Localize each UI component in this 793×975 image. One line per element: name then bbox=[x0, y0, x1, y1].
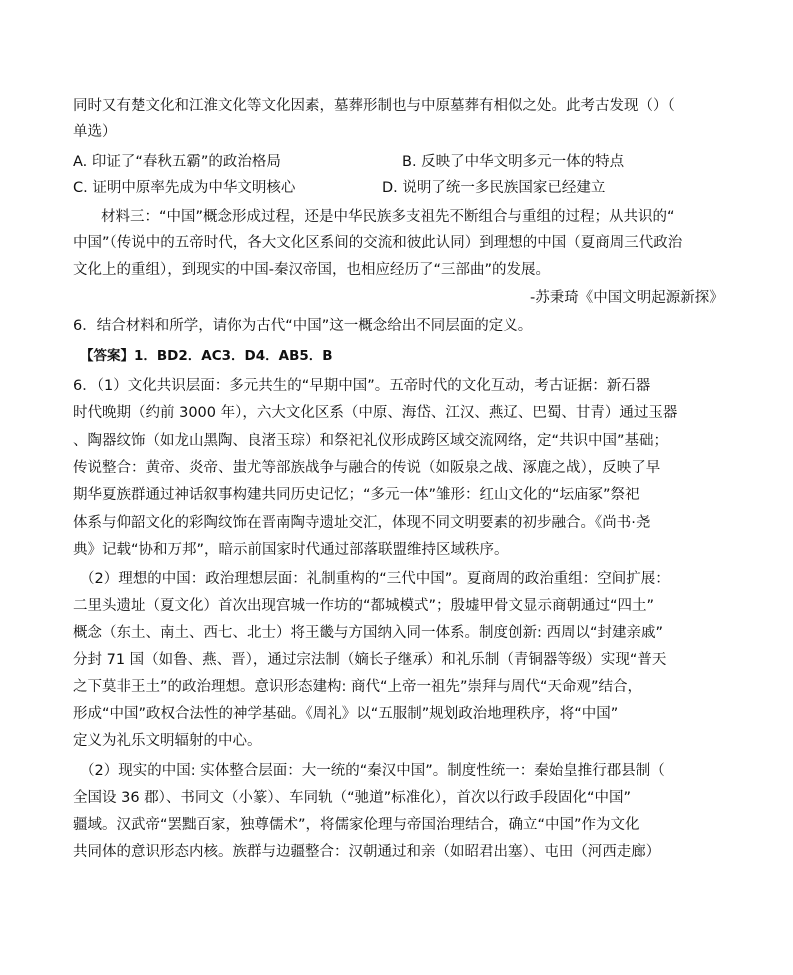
answer-6-p1-line-4: 传说整合：黄帝、炎帝、蚩尤等部族战争与融合的传说（如阪泉之战、涿鹿之战），反映了早 bbox=[73, 460, 661, 476]
answer-6-p3-line-4: 共同体的意识形态内核。族群与边疆整合：汉朝通过和亲（如昭君出塞）、屯田（河西走廊） bbox=[73, 844, 661, 860]
question-6-text: 6．结合材料和所学，请你为古代“中国”这一概念给出不同层面的定义。 bbox=[73, 318, 533, 334]
answer-6-p3-line-1: （2）现实的中国: 实体整合层面：大一统的“秦汉中国”。制度性统一：秦始皇推行郡县制（ bbox=[80, 763, 665, 779]
answer-6-p3-line-2: 全国设 36 郡）、书同文（小篆）、车同轨（“驰道”标准化），首次以行政手段固化“中国” bbox=[73, 790, 631, 806]
answer-6-p2-line-5: 之下莫非王土”的政治理想。意识形态建构: 商代“上帝一祖先”崇拜与周代“天命观”结合， bbox=[73, 679, 643, 695]
answer-6-p1-line-5: 期华夏族群通过神话叙事构建共同历史记忆；“多元一体”雏形：红山文化的“坛庙冢”祭祀 bbox=[73, 487, 640, 503]
answer-6-p1-line-3: 、陶器纹饰（如龙山黑陶、良渚玉琮）和祭祀礼仪形成跨区域交流网络，定“共识中国”基础； bbox=[73, 433, 669, 449]
option-b: B. 反映了中华文明多元一体的特点 bbox=[402, 154, 625, 170]
answer-6-p2-line-2: 二里头遗址（夏文化）首次出现宫城一作坊的“都城模式”；殷墟甲骨文显示商朝通过“四土” bbox=[73, 598, 655, 614]
answer-6-p2-line-4: 分封 71 国（如鲁、燕、晋），通过宗法制（嫡长子继承）和礼乐制（青铜器等级）实现“普天 bbox=[73, 652, 667, 668]
answer-6-p1-line-2: 时代晚期（约前 3000 年），六大文化区系（中原、海岱、江汉、燕辽、巴蜀、甘青）通过玉器 bbox=[73, 405, 678, 421]
option-c: C. 证明中原率先成为中华文明核心 bbox=[73, 180, 296, 196]
answer-6-p2-line-7: 定义为礼乐文明辐射的中心。 bbox=[73, 733, 262, 749]
answer-label: 【答案】1．BD2．AC3．D4．AB5．B bbox=[80, 348, 333, 364]
option-d: D. 说明了统一多民族国家已经建立 bbox=[382, 180, 606, 196]
question-5-stem-line-1: 同时又有楚文化和江淮文化等文化因素，墓葬形制也与中原墓葬有相似之处。此考古发现（）（ bbox=[73, 98, 675, 114]
answer-6-p1-line-7: 典》记载“协和万邦”，暗示前国家时代通过部落联盟维持区域秩序。 bbox=[73, 542, 509, 558]
material-3-line-2: 中国”（传说中的五帝时代，各大文化区系间的交流和彼此认同）到理想的中国（夏商周三代政治 bbox=[73, 235, 683, 251]
material-3-line-3: 文化上的重组），到现实的中国-秦汉帝国，也相应经历了“三部曲”的发展。 bbox=[73, 262, 551, 278]
answer-6-p1-line-1: 6．（1）文化共识层面：多元共生的“早期中国”。五帝时代的文化互动，考古证据：新石器 bbox=[73, 378, 651, 394]
answer-6-p2-line-6: 形成“中国”政权合法性的神学基础。《周礼》以“五服制”规划政治地理秩序，将“中国” bbox=[73, 706, 619, 722]
answer-6-p2-line-3: 概念（东土、南土、西七、北士）将王畿与方国纳入同一体系。制度创新: 西周以“封建亲戚” bbox=[73, 625, 664, 641]
material-3-line-1: 材料三：“中国”概念形成过程，还是中华民族多支祖先不断组合与重组的过程；从共识的“ bbox=[101, 209, 675, 225]
option-a: A. 印证了“春秋五霸”的政治格局 bbox=[73, 154, 281, 170]
answer-6-p2-line-1: （2）理想的中国：政治理想层面：礼制重构的“三代中国”。夏商周的政治重组：空间扩展： bbox=[80, 571, 670, 587]
answer-6-p1-line-6: 体系与仰韶文化的彩陶纹饰在晋南陶寺遗址交汇，体现不同文明要素的初步融合。《尚书·尧 bbox=[73, 515, 651, 531]
answer-6-p3-line-3: 疆域。汉武帝“罢黜百家，独尊儒术”，将儒家伦理与帝国治理结合，确立“中国”作为文化 bbox=[73, 817, 640, 833]
material-3-source: -苏秉琦《中国文明起源新探》 bbox=[530, 290, 724, 306]
question-5-stem-line-2: 单选） bbox=[73, 124, 117, 140]
